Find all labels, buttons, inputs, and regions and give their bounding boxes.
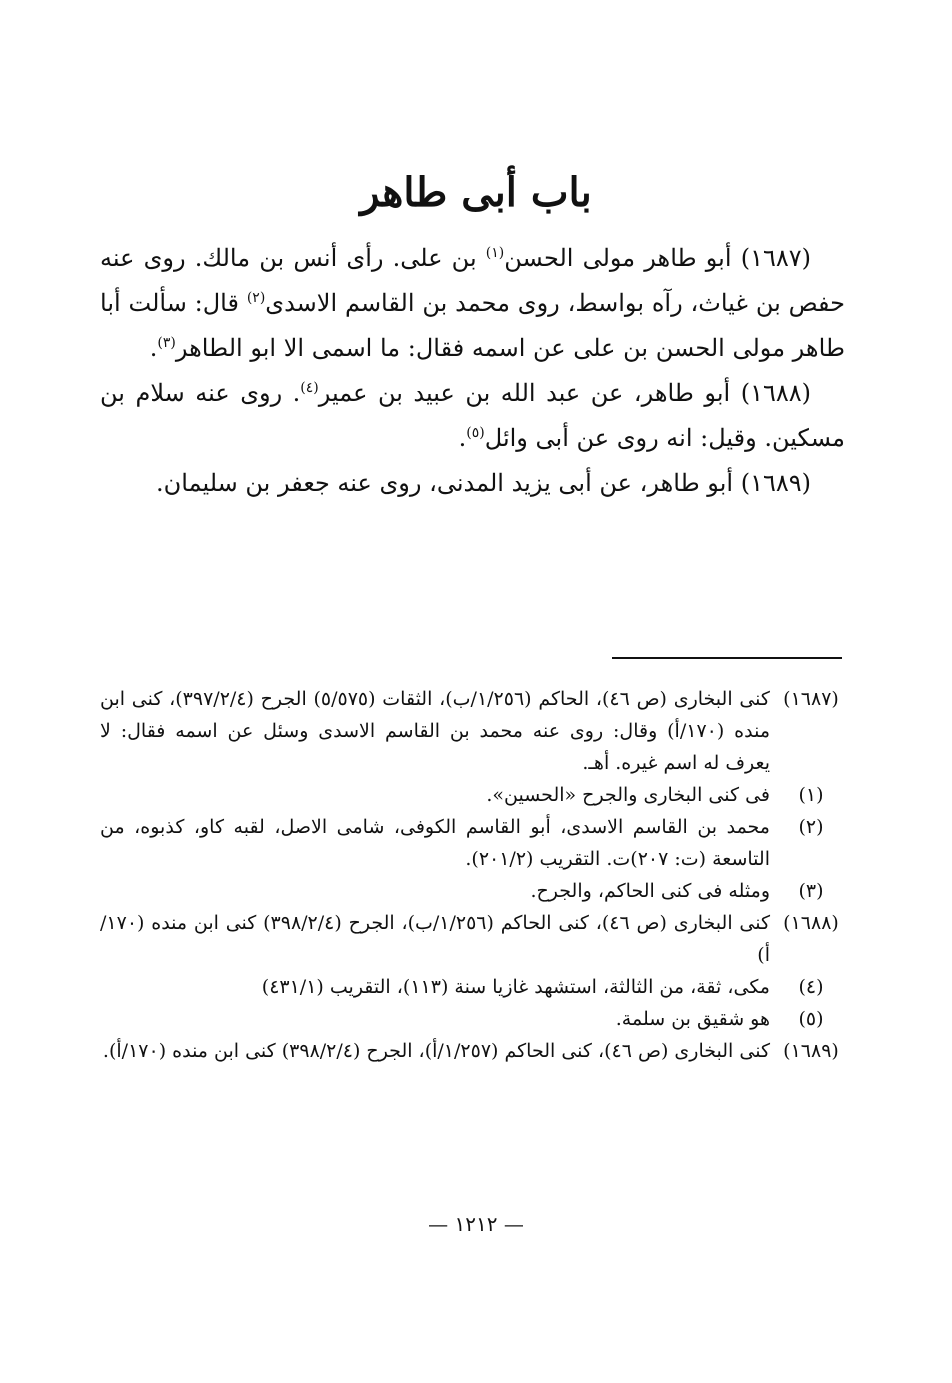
entry-text: أبو طاهر، عن عبد الله بن عبيد بن عمير xyxy=(318,379,731,407)
footnote-item xyxy=(100,683,852,779)
footnote-item xyxy=(100,1003,852,1035)
footnote-label: (٤) xyxy=(798,976,824,998)
entry-text: أبو طاهر مولى الحسن xyxy=(504,244,732,272)
entry-1689 xyxy=(100,461,845,506)
footnote-ref: (٥) xyxy=(466,425,485,441)
footnote-text: محمد بن القاسم الاسدى، أبو القاسم الكوفى، شامى الاصل، لقبه كاو، كذبوه، من التاسعة (ت: ٢٠٧)ت. التقريب (٢٠١/٢). xyxy=(100,816,770,870)
footnote-ref: (٤) xyxy=(300,380,319,396)
footnote-text: كنى البخارى (ص ٤٦)، كنى الحاكم (١/٢٥٧/أ)، الجرح (٣٩٨/٢/٤) كنى ابن منده (١٧٠/أ). xyxy=(102,1040,770,1062)
entry-number: (١٦٨٨) xyxy=(740,379,811,407)
entry-text: . xyxy=(458,424,467,452)
page-number: — ١٢١٢ — xyxy=(428,1212,524,1236)
footnote-label: (١) xyxy=(798,784,824,806)
entry-1688 xyxy=(100,371,845,461)
entry-text: بن على. رأى أنس بن مالك. روى عنه حفص بن غياث، رآه بواسط، روى محمد بن القاسم الاسدى xyxy=(100,244,845,317)
footnote-item xyxy=(100,779,852,811)
footnote-item xyxy=(100,875,852,907)
footnote-label: (٣) xyxy=(798,880,824,902)
footnote-text: ومثله فى كنى الحاكم، والجرح. xyxy=(530,880,770,902)
entry-1687 xyxy=(100,236,845,371)
footnote-ref: (٢) xyxy=(246,290,266,306)
entry-text: قال: سألت أبا طاهر مولى الحسن بن على عن اسمه فقال: ما اسمى الا ابو الطاهر xyxy=(100,289,845,362)
footnote-item xyxy=(100,907,852,971)
entry-text: . روى عنه سلام بن مسكين. وقيل: انه روى عن أبى وائل xyxy=(100,379,845,452)
entry-text: . xyxy=(149,334,158,362)
footnote-text: هو شقيق بن سلمة. xyxy=(615,1008,770,1030)
footnote-text: كنى البخارى (ص ٤٦)، الحاكم (١/٢٥٦/ب)، الثقات (٥/٥٧٥) الجرح (٣٩٧/٢/٤)، كنى ابن منده (١٧٠/أ) وقال: روى عنه محمد بن القاسم الاسدى وسئل عن اسمه فقال: لا يعرف له اسم غيره. أهـ. xyxy=(100,688,770,774)
chapter-title: باب أبى طاهر xyxy=(360,168,592,216)
entry-number: (١٦٨٧) xyxy=(740,244,812,272)
footnote-ref: (٣) xyxy=(157,335,176,351)
footnote-item xyxy=(100,1035,852,1067)
footnotes xyxy=(100,683,852,1067)
footnote-text: فى كنى البخارى والجرح «الحسين». xyxy=(486,784,770,806)
footnote-label: (١٦٨٧) xyxy=(783,688,839,710)
footnote-ref: (١) xyxy=(485,245,505,261)
footnote-label: (١٦٨٩) xyxy=(783,1040,839,1062)
footnote-text: مكى، ثقة، من الثالثة، استشهد غازيا سنة (١١٣)، التقريب (٤٣١/١) xyxy=(261,976,770,998)
main-text xyxy=(100,236,845,506)
footnote-label: (٥) xyxy=(798,1008,824,1030)
footnote-label: (٢) xyxy=(798,816,824,838)
footnote-label: (١٦٨٨) xyxy=(783,912,839,934)
entry-text: أبو طاهر، عن أبى يزيد المدنى، روى عنه جعفر بن سليمان. xyxy=(156,469,734,497)
footnote-divider xyxy=(612,657,842,659)
footnote-item xyxy=(100,971,852,1003)
footnote-text: كنى البخارى (ص ٤٦)، كنى الحاكم (١/٢٥٦/ب)، الجرح (٣٩٨/٢/٤) كنى ابن منده (١٧٠/أ) xyxy=(100,912,771,966)
footnote-item xyxy=(100,811,852,875)
entry-number: (١٦٨٩) xyxy=(740,469,811,497)
